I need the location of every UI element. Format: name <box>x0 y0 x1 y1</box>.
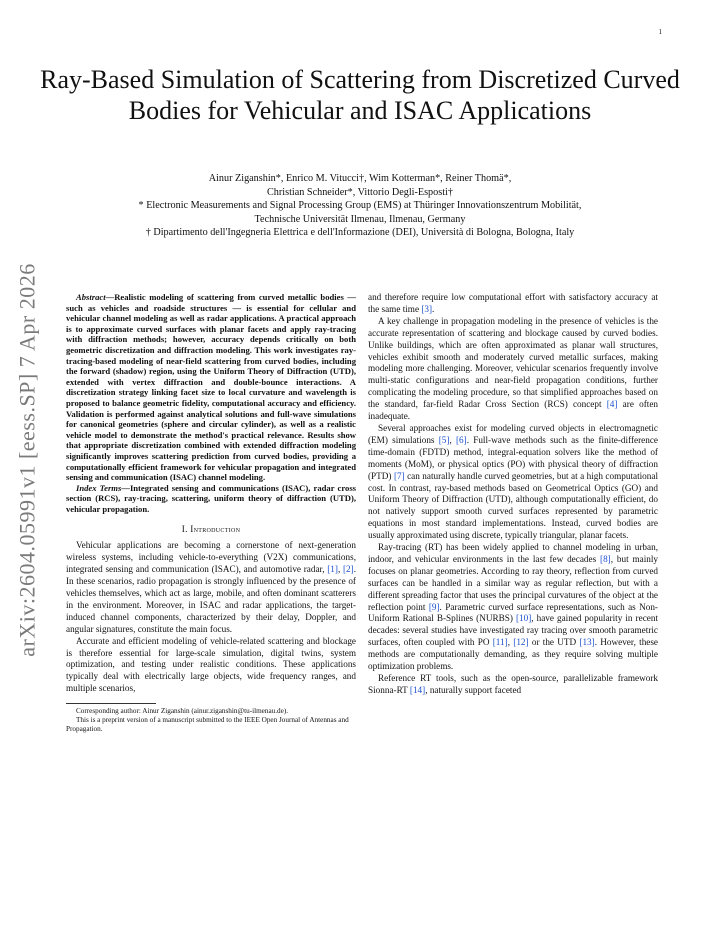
intro-paragraph-4 <box>368 423 658 542</box>
citation-link[interactable]: [13] <box>579 637 595 648</box>
text-span: , <box>337 564 343 575</box>
footnote-corresponding-author: Corresponding author: Ainur Ziganshin (ainur.ziganshin@tu-ilmenau.de). <box>76 707 289 716</box>
affiliation-1a: * Electronic Measurements and Signal Processing Group (EMS) at Thüringer Innovationszentrum Mobilität, <box>138 200 582 211</box>
citation-link[interactable]: [12] <box>513 637 529 648</box>
right-column <box>368 292 658 697</box>
citation-link[interactable]: [14] <box>409 684 426 695</box>
index-terms-text: —Integrated sensing and communications (ISAC), radar cross section (RCS), ray-tracing, scattering, uniform theory of diffraction (UTD), vehicular propagation. <box>66 482 357 514</box>
arxiv-stamp[interactable] <box>12 260 44 660</box>
text-span: Vehicular applications are becoming a cornerstone of next-generation wireless systems, including vehicle-to-everything (V2X) communications, integrated sensing and communication (ISAC), and automotive radar, <box>66 540 356 575</box>
affiliation-2: † Dipartimento dell'Ingegneria Elettrica e dell'Informazione (DEI), Università di Bologna, Bologna, Italy <box>145 227 575 238</box>
index-terms-lead: Index Terms <box>76 482 122 493</box>
footnote-divider <box>66 703 156 704</box>
paper-title: Ray-Based Simulation of Scattering from Discretized Curved Bodies for Vehicular and ISAC Applications <box>40 65 680 125</box>
citation-link[interactable]: [5] <box>438 434 450 445</box>
intro-paragraph-3 <box>368 316 658 423</box>
section-heading-introduction: I. Introduction <box>181 524 241 535</box>
text-span: , have gained popularity in recent decades: several studies have investigated ray tracing over smooth parametric surfaces, often coupled with PO <box>368 613 658 648</box>
text-span: . Full-wave methods such as the finite-difference time-domain (FDTD) method, integral-equation solvers like the method of moments (MoM), or physical optics (PO) with physical theory of diffraction (PTD) <box>368 434 658 481</box>
citation-link[interactable]: [4] <box>606 399 618 410</box>
text-span: . However, these methods are computationally demanding, as they require solving multiple optimization problems. <box>368 637 659 672</box>
citation-link[interactable]: [1] <box>327 564 338 575</box>
citation-link[interactable]: [2] <box>343 564 354 575</box>
author-block <box>40 172 680 240</box>
citation-link[interactable]: [10] <box>515 613 532 624</box>
intro-paragraph-continued <box>368 292 658 316</box>
text-span: and therefore require low computational effort with satisfactory accuracy at the same time <box>368 292 658 314</box>
text-span: , but mainly focuses on planar geometries. According to ray theory, reflection from curved surfaces can be handled in a similar way as regular reflection, but with a different spreading factor that uses the principal curvatures of the object at the reflection point <box>368 553 658 612</box>
text-span: , naturally support faceted <box>425 684 522 695</box>
intro-paragraph-6 <box>368 673 658 697</box>
text-span: Several approaches exist for modeling curved objects in electromagnetic (EM) simulations <box>368 422 658 445</box>
text-span: , <box>507 637 514 648</box>
arxiv-stamp-text: arXiv:2604.05991v1 [eess.SP] 7 Apr 2026 <box>15 263 41 657</box>
text-span: Ray-tracing (RT) has been widely applied to channel modeling in urban, indoor, and vehicular environments in the last few decades <box>368 542 658 564</box>
citation-link[interactable]: [8] <box>600 553 611 564</box>
text-span: are often inadequate. <box>368 399 658 422</box>
abstract-lead: Abstract <box>76 292 106 302</box>
author-line-2: Christian Schneider*, Vittorio Degli-Esposti† <box>267 186 453 198</box>
text-span: can naturally handle curved geometries, but at a high computational cost. In contrast, ray-based methods based on Geometrical Optics (GO) and Uniform Theory of Diffraction (UTD), although computationally efficient, do not natively support smooth curved surfaces represented by parametric equations in most standard implementations. Instead, curved bodies are usually approximated using discrete, typically triangular, planar facets. <box>368 470 658 541</box>
text-span: . In these scenarios, radio propagation is strongly influenced by the presence of vehicles themselves, which act as large, mobile, and often dominant scatterers in the environment. Moreover, in ISAC and radar applications, the target-induced channel components, characterized by their delay, Doppler, and angular signatures, constitute the main focus. <box>66 564 357 634</box>
text-span: Reference RT tools, such as the open-source, parallelizable framework Sionna-RT <box>368 673 658 695</box>
text-span: A key challenge in propagation modeling in the presence of vehicles is the accurate representation of scattering and blockage caused by curved bodies. Unlike buildings, which are often approximated as planar wall structures, vehicles exhibit smooth and moderately curved metallic surfaces, making modeling more challenging. Moreover, vehicular scenarios frequently involve multi-static configurations and near-field propagation conditions, further complicating the modeling procedure, so that simplified approaches based on the standard, far-field Radar Cross Section (RCS) concept <box>368 315 658 410</box>
text-span: . <box>432 303 435 314</box>
author-line-1: Ainur Ziganshin*, Enrico M. Vitucci†, Wim Kotterman*, Reiner Thomä*, <box>208 173 512 184</box>
affiliation-1b: Technische Universität Ilmenau, Ilmenau, Germany <box>254 213 466 225</box>
intro-paragraph-1 <box>66 540 356 635</box>
text-span: , <box>449 434 456 445</box>
citation-link[interactable]: [9] <box>428 601 440 612</box>
intro-paragraph-2: Accurate and efficient modeling of vehicle-related scattering and blockage is therefore essential for large-scale simulation, digital twins, system optimization, and testing under realistic conditions. These applications typically deal with electrically large objects, wide frequency ranges, and multiple scenarios, <box>66 635 356 694</box>
citation-link[interactable]: [3] <box>421 303 433 314</box>
citation-link[interactable]: [6] <box>455 434 467 445</box>
abstract <box>66 292 356 483</box>
index-terms <box>66 483 356 515</box>
page-number: 1 <box>658 28 662 36</box>
intro-paragraph-5 <box>368 542 658 673</box>
left-column <box>66 292 356 734</box>
citation-link[interactable]: [11] <box>492 637 508 648</box>
text-span: . Parametric curved surface representations, such as Non-Uniform Rational B-Splines (NURBS) <box>368 601 658 624</box>
abstract-text: —Realistic modeling of scattering from curved metallic bodies — such as vehicles and roadside structures — is essential for cellular and vehicular channel modeling as well as radar applications. A practical approach is to approximate curved surfaces with planar facets and apply ray-tracing with diffraction methods; however, accuracy depends critically on both geometric discretization and diffraction modeling. This work investigates ray-tracing-based modeling of near-field scattering from curved bodies, including the forward (shadow) region, using the Uniform Theory of Diffraction (UTD), extended with vertex diffraction and double-bounce interactions. A discretization strategy linking facet size to local curvature and wavelength is proposed to balance geometric fidelity, computational accuracy and efficiency. Validation is performed against analytical solutions and full-wave simulations for canonical geometries (sphere and circular cylinder), as well as a realistic vehicle model to demonstrate the method's practical relevance. Results show that appropriate discretization combined with extended diffraction modeling significantly improves scattering prediction from curved bodies, providing a computationally efficient framework for vehicular propagation and integrated sensing and communication (ISAC) channel modeling. <box>66 292 356 483</box>
text-span: or the UTD <box>528 637 580 648</box>
citation-link[interactable]: [7] <box>393 470 405 481</box>
footnote-preprint-notice: This is a preprint version of a manuscript submitted to the IEEE Open Journal of Antennas and Propagation. <box>66 715 349 733</box>
